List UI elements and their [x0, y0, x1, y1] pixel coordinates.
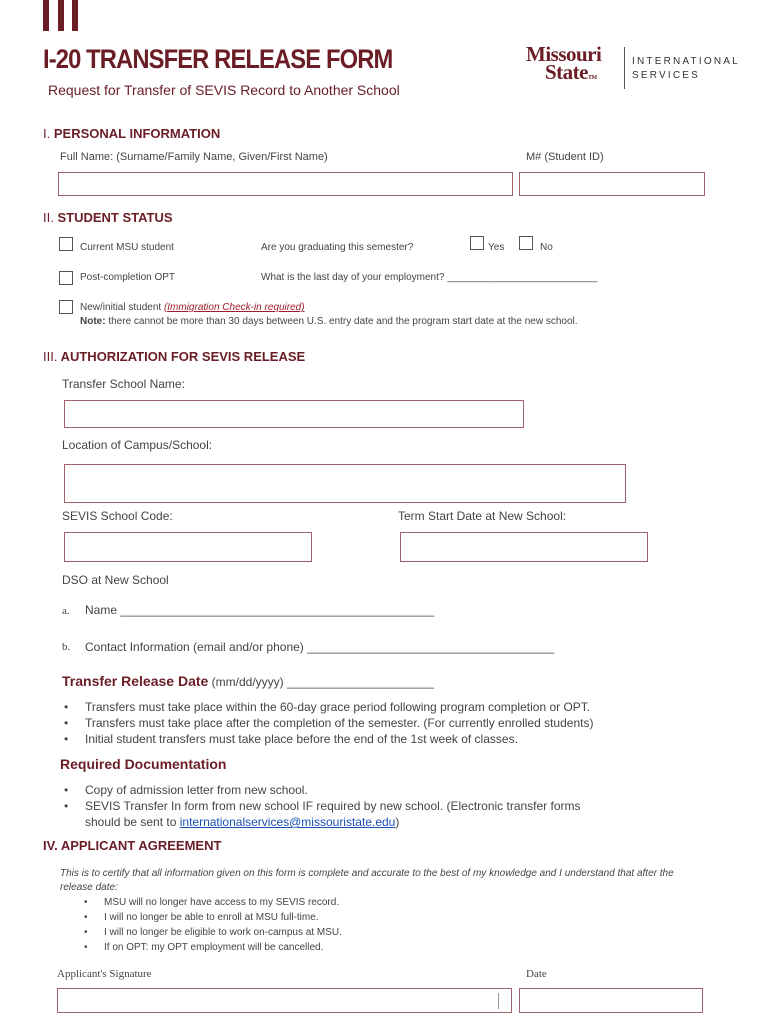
- new-student-checkbox[interactable]: [59, 300, 73, 314]
- dso-a-letter: a.: [62, 605, 70, 617]
- new-student-label: [80, 302, 305, 313]
- current-student-label: Current MSU student: [80, 242, 174, 253]
- req-bullet2-continuation: [85, 814, 399, 830]
- dso-name-line[interactable]: Name _______________________________________________: [85, 603, 435, 617]
- dso-b-letter: b.: [62, 641, 71, 653]
- graduating-no-checkbox[interactable]: [519, 236, 533, 250]
- page-subtitle: Request for Transfer of SEVIS Record to Another School: [48, 82, 400, 98]
- req-close: ): [395, 815, 400, 829]
- logo-divider: [624, 47, 625, 89]
- page-title: I-20 TRANSFER RELEASE FORM: [43, 44, 393, 74]
- required-documentation-title: Required Documentation: [60, 756, 227, 772]
- opt-label: Post-completion OPT: [80, 272, 176, 283]
- current-student-checkbox[interactable]: [59, 237, 73, 251]
- section-number: III.: [43, 349, 58, 364]
- international-services-logo: [632, 55, 740, 83]
- transfer-release-date[interactable]: [62, 673, 434, 691]
- list-item: • I will no longer be eligible to work on-campus at MSU.: [82, 925, 342, 940]
- opt-checkbox[interactable]: [59, 271, 73, 285]
- logo-intl-line2: SERVICES: [632, 70, 700, 81]
- note-label: Note:: [80, 316, 106, 327]
- transfer-school-field[interactable]: [64, 400, 524, 428]
- graduating-question: Are you graduating this semester?: [261, 242, 414, 253]
- section-personal-information: [43, 126, 220, 141]
- logo-bar: [58, 0, 64, 31]
- graduating-no-label: No: [540, 242, 553, 253]
- dso-label: DSO at New School: [62, 573, 169, 587]
- missouri-state-logo: [526, 42, 602, 87]
- signature-label: Applicant's Signature: [57, 968, 152, 980]
- list-item: • Transfers must take place after the completion of the semester. (For currently enrolled students): [62, 715, 593, 731]
- logo-bar: [72, 0, 78, 31]
- section-number: II.: [43, 210, 54, 225]
- email-link[interactable]: internationalservices@missouristate.edu: [179, 815, 396, 829]
- graduating-yes-label: Yes: [488, 242, 505, 253]
- list-item: • Transfers must take place within the 60-day grace period following program completion or OPT.: [62, 699, 593, 715]
- graduating-yes-checkbox[interactable]: [470, 236, 484, 250]
- sevis-code-field[interactable]: [64, 532, 312, 562]
- location-field[interactable]: [64, 464, 626, 503]
- required-documentation-list: [62, 782, 581, 814]
- term-start-label: Term Start Date at New School:: [398, 509, 567, 523]
- full-name-field[interactable]: [58, 172, 513, 196]
- student-id-field[interactable]: [519, 172, 705, 196]
- logo-line1: Missouri: [526, 42, 602, 66]
- full-name-label: Full Name: (Surname/Family Name, Given/First Name): [60, 151, 328, 163]
- list-item: • Copy of admission letter from new school.: [62, 782, 581, 798]
- new-student-text: New/initial student: [80, 302, 164, 313]
- release-rules-list: [62, 699, 593, 747]
- req-bullet2-text: SEVIS Transfer In form from new school IF required by new school. (Electronic transfer forms: [85, 799, 581, 813]
- logo-intl-line1: INTERNATIONAL: [632, 56, 740, 67]
- logo-bar: [43, 0, 49, 31]
- section-title: AUTHORIZATION FOR SEVIS RELEASE: [60, 349, 306, 364]
- section-number: I.: [43, 126, 51, 141]
- signature-field[interactable]: [57, 988, 512, 1013]
- date-field[interactable]: [519, 988, 703, 1013]
- section-authorization: [43, 349, 305, 364]
- list-item: [62, 798, 581, 814]
- list-item: • If on OPT: my OPT employment will be cancelled.: [82, 940, 342, 955]
- note-text: [80, 316, 578, 327]
- last-day-employment-question: What is the last day of your employment? ___________________________: [261, 272, 598, 283]
- req-bullet2-cont: should be sent to: [85, 815, 180, 829]
- logo-line2: StateTM: [545, 60, 597, 84]
- note-body: there cannot be more than 30 days between U.S. entry date and the program start date at the new school.: [105, 316, 578, 327]
- date-label: Date: [526, 968, 547, 980]
- term-start-field[interactable]: [400, 532, 648, 562]
- dso-contact-line[interactable]: Contact Information (email and/or phone) _____________________________________: [85, 640, 555, 654]
- transfer-release-date-format: (mm/dd/yyyy) ______________________: [208, 675, 434, 689]
- list-item: • I will no longer be able to enroll at MSU full-time.: [82, 910, 342, 925]
- sevis-code-label: SEVIS School Code:: [62, 509, 173, 523]
- list-item: • MSU will no longer have access to my SEVIS record.: [82, 895, 342, 910]
- list-item: • Initial student transfers must take place before the end of the 1st week of classes.: [62, 731, 593, 747]
- section-title: STUDENT STATUS: [57, 210, 173, 225]
- transfer-school-label: Transfer School Name:: [62, 377, 185, 391]
- section-title: PERSONAL INFORMATION: [53, 126, 221, 141]
- certify-line1: This is to certify that all information given on this form is complete and accurate to the best of my knowledge and I understand that after the: [60, 868, 674, 879]
- location-label: Location of Campus/School:: [62, 438, 213, 452]
- transfer-release-date-label: Transfer Release Date: [62, 673, 209, 689]
- logo-tm: TM: [588, 75, 597, 81]
- section-student-status: [43, 210, 173, 225]
- certify-line2: release date:: [60, 882, 118, 893]
- student-id-label: M# (Student ID): [526, 151, 604, 163]
- immigration-checkin-link[interactable]: (Immigration Check-in required): [163, 302, 305, 313]
- certify-text: [60, 867, 674, 895]
- section-applicant-agreement: IV. APPLICANT AGREEMENT: [43, 838, 222, 853]
- signature-cursor-mark: [498, 993, 499, 1009]
- agreement-list: [82, 895, 342, 955]
